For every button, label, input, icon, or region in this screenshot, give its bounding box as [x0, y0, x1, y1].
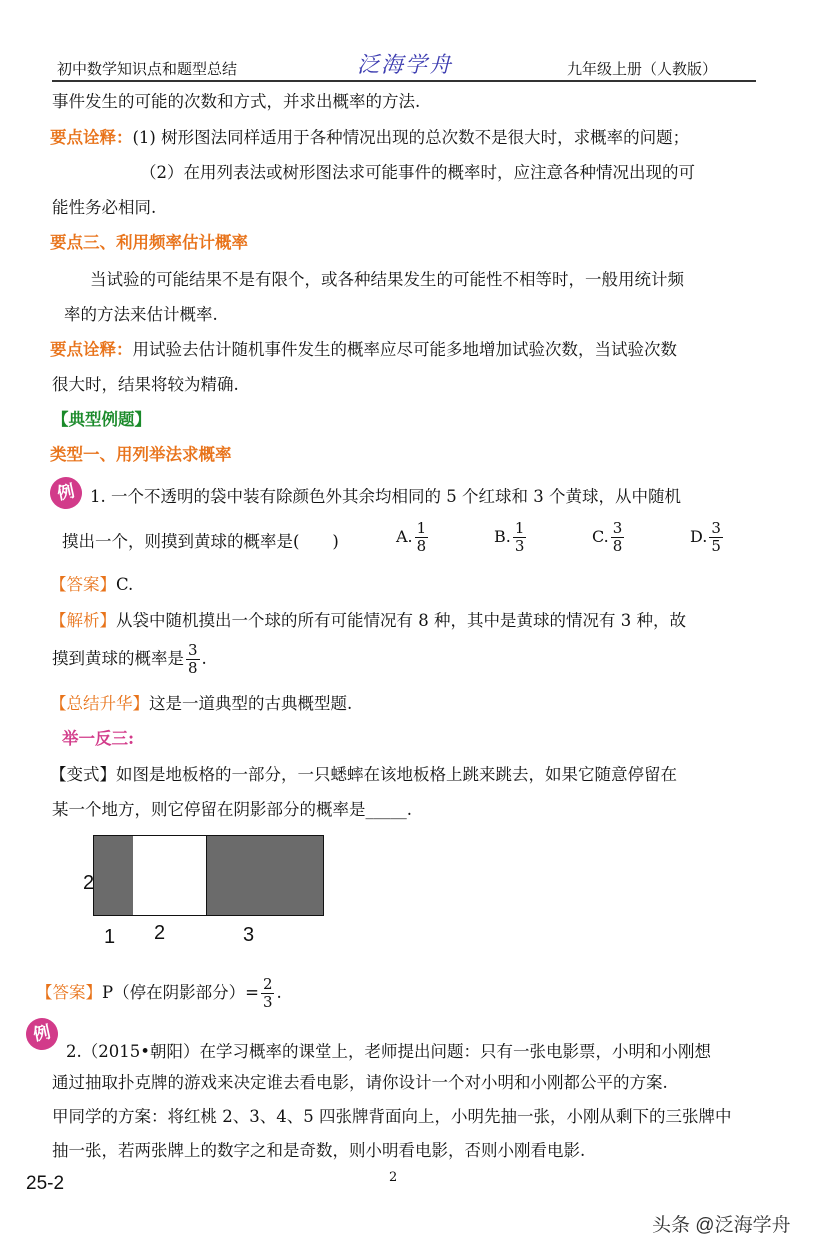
text-line: 事件发生的可能的次数和方式，并求出概率的方法. [52, 92, 421, 111]
analysis-text: 摸到黄球的概率是 [52, 649, 184, 668]
page-number: 2 [389, 1170, 398, 1185]
text-line: 很大时，结果将较为精确. [52, 375, 239, 394]
summary-tag: 【总结升华】 [50, 694, 149, 713]
analysis-line-2 [52, 642, 207, 677]
question-text: 2.（2015•朝阳）在学习概率的课堂上，老师提出问题：只有一张电影票，小明和小刚想 [66, 1042, 711, 1061]
key-note-1 [50, 128, 689, 148]
question-text: 抽一张，若两张牌上的数字之和是奇数，则小明看电影，否则小刚看电影. [52, 1141, 586, 1160]
option-c [592, 520, 626, 555]
option-d [690, 520, 725, 555]
option-b [494, 520, 528, 555]
key-note-tag: 要点诠释： [50, 340, 133, 359]
watermark: 头条 @泛海学舟 [652, 1215, 791, 1236]
header-right-title: 九年级上册（人教版） [567, 60, 718, 78]
numerator: 2 [262, 975, 273, 993]
key-note-text: 用试验去估计随机事件发生的概率应尽可能多地增加试验次数，当试验次数 [132, 340, 677, 359]
denominator: 3 [262, 993, 273, 1011]
figure-bottom-label: 2 [154, 922, 166, 944]
analysis-text: 从袋中随机摸出一个球的所有可能情况有 8 种，其中是黄球的情况有 3 种，故 [116, 611, 686, 630]
question-text: 通过抽取扑克牌的游戏来决定谁去看电影，请你设计一个对小明和小刚都公平的方案. [52, 1073, 668, 1092]
numerator: 1 [416, 519, 427, 537]
fraction [415, 520, 429, 555]
denominator: 8 [612, 537, 623, 555]
typical-examples-heading: 【典型例题】 [52, 410, 151, 429]
period: . [276, 983, 282, 1002]
answer-text: C. [116, 575, 134, 594]
denominator: 8 [416, 537, 427, 555]
answer-line [50, 575, 133, 595]
text-line: （2）在用列表法或树形图法求可能事件的概率时，应注意各种情况出现的可 [140, 163, 695, 182]
type-heading: 类型一、用列举法求概率 [50, 445, 232, 464]
header-left-title: 初中数学知识点和题型总结 [57, 60, 238, 78]
example-badge-icon: 例 [23, 1015, 61, 1053]
key-note-tag: 要点诠释： [50, 128, 133, 147]
key-note-2 [50, 340, 677, 360]
variation-text: 某一个地方，则它停留在阴影部分的概率是_____. [52, 800, 412, 819]
footer-code: 25-2 [26, 1173, 65, 1194]
analysis-tag: 【解析】 [50, 611, 116, 630]
key-note-text: (1) 树形图法同样适用于各种情况出现的总次数不是很大时，求概率的问题； [132, 128, 690, 147]
shaded-tile-1 [93, 835, 135, 916]
answer-tag: 【答案】 [36, 983, 102, 1002]
summary-line [50, 694, 352, 714]
option-label: B. [494, 527, 511, 546]
variation-text: 【变式】如图是地板格的一部分，一只蟋蟀在该地板格上跳来跳去，如果它随意停留在 [50, 765, 677, 784]
summary-text: 这是一道典型的古典概型题. [149, 694, 353, 713]
option-label: D. [690, 527, 708, 546]
numerator: 1 [514, 519, 525, 537]
numerator: 3 [612, 519, 623, 537]
fraction [709, 520, 723, 555]
option-label: C. [592, 527, 609, 546]
answer-tag: 【答案】 [50, 575, 116, 594]
figure-side-label: 2 [83, 872, 95, 894]
text-line: 率的方法来估计概率. [64, 305, 218, 324]
question-text: 摸出一个，则摸到黄球的概率是( ) [62, 532, 339, 551]
option-a [396, 520, 430, 555]
numerator: 3 [188, 641, 198, 659]
section-heading: 要点三、利用频率估计概率 [50, 233, 248, 252]
fraction [186, 642, 200, 677]
period: . [201, 649, 207, 668]
fraction [513, 520, 527, 555]
question-text: 1. 一个不透明的袋中装有除颜色外其余均相同的 5 个红球和 3 个黄球，从中随机 [90, 487, 681, 506]
question-text: 甲同学的方案：将红桃 2、3、4、5 四张牌背面向上，小明先抽一张，小刚从剩下的三张牌中 [52, 1107, 732, 1126]
text-line: 能性务必相同. [52, 198, 157, 217]
text-line: 当试验的可能结果不是有限个，或各种结果发生的可能性不相等时，一般用统计频 [90, 270, 684, 289]
answer-text: P（停在阴影部分）= [102, 983, 259, 1002]
header-divider [52, 80, 756, 82]
answer-line-2 [36, 976, 282, 1011]
figure-bottom-label: 3 [243, 924, 255, 946]
numerator: 3 [711, 519, 721, 537]
fraction [611, 520, 625, 555]
analysis-line [50, 611, 686, 631]
header-brand: 泛海学舟 [357, 53, 454, 78]
fraction [261, 976, 275, 1011]
option-label: A. [396, 527, 413, 546]
figure-bottom-label: 1 [104, 926, 116, 948]
shaded-tile-3 [206, 835, 324, 916]
denominator: 8 [188, 659, 198, 677]
example-badge-icon: 例 [47, 474, 85, 512]
white-tile-2 [133, 835, 206, 916]
variation-heading: 举一反三: [62, 729, 135, 748]
denominator: 3 [514, 537, 525, 555]
denominator: 5 [711, 537, 721, 555]
floor-tile-figure [80, 830, 340, 950]
